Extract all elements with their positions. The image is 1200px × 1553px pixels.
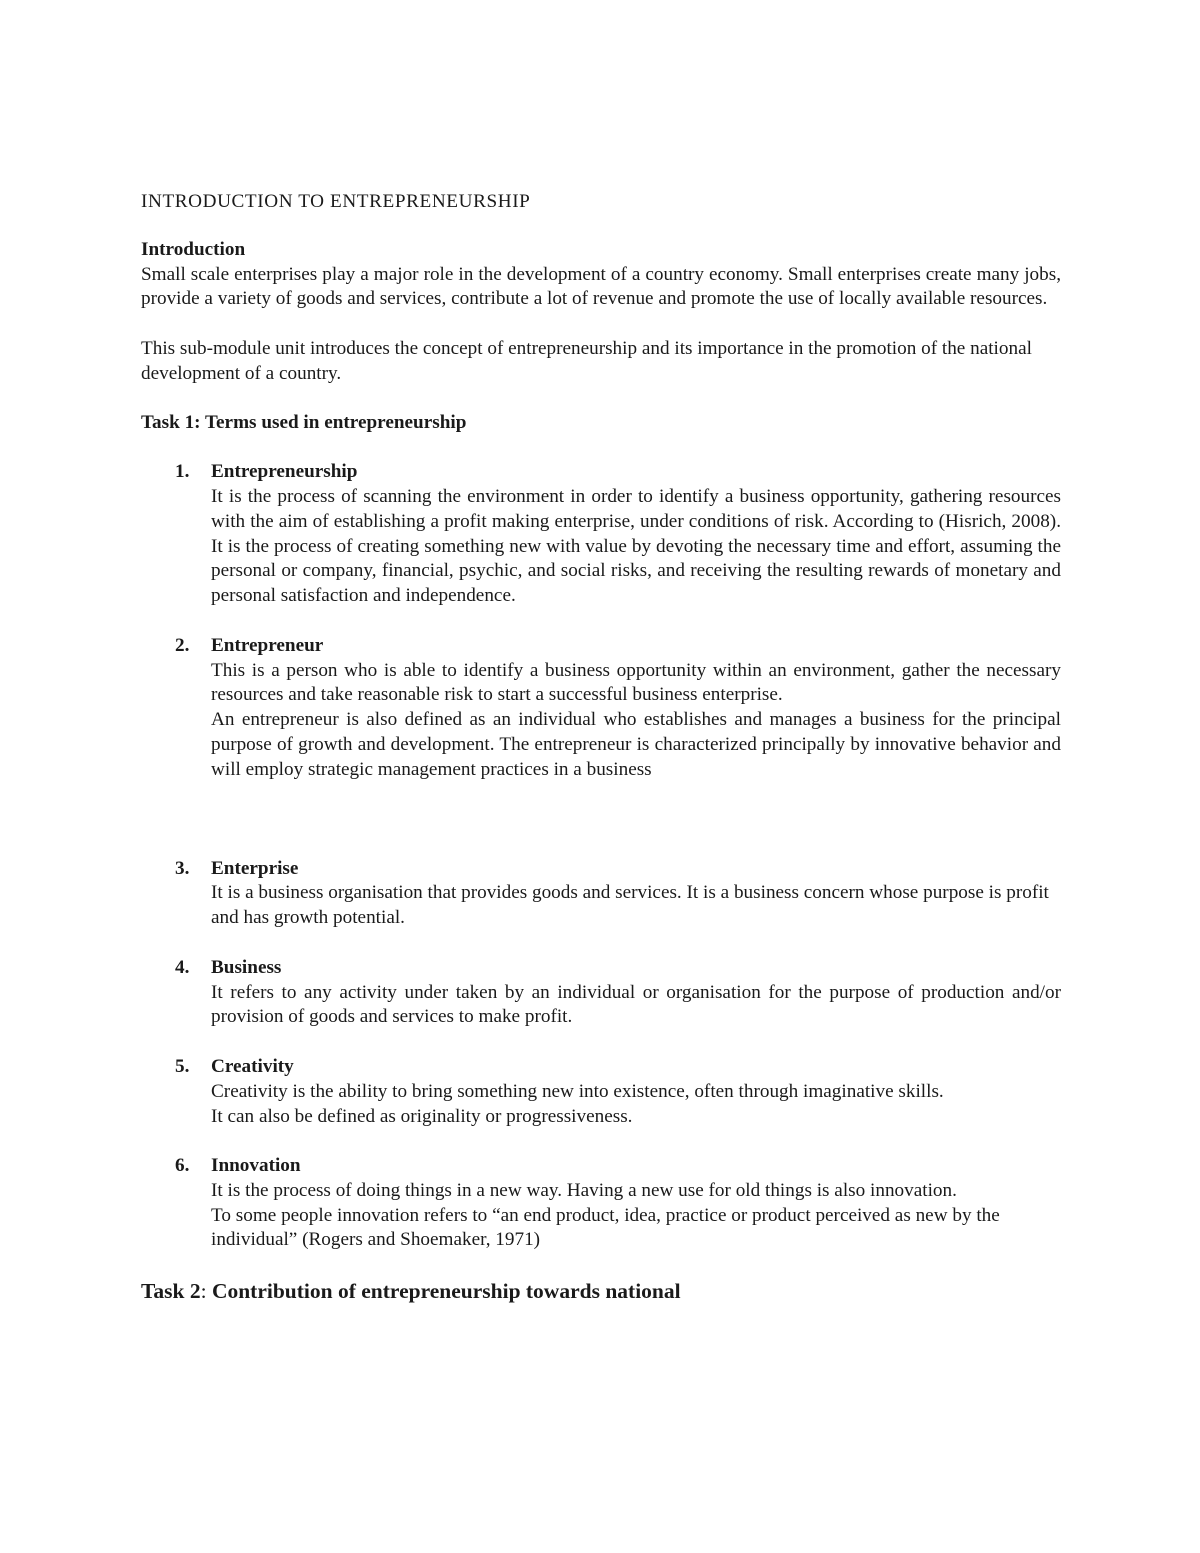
term-business — [141, 956, 1061, 1030]
task-2-text: Contribution of entrepreneurship towards national — [206, 1279, 681, 1304]
term-title: Entrepreneurship — [211, 461, 358, 483]
introduction-paragraph-2: This sub-module unit introduces the concept of entrepreneurship and its importance in the promotion of the national development of a country. — [141, 337, 1032, 384]
term-heading — [175, 634, 1061, 659]
term-heading — [175, 460, 1061, 485]
term-number: 3. — [175, 857, 190, 879]
term-entrepreneur — [141, 634, 1061, 783]
task-2-label: Task 2 — [141, 1279, 201, 1304]
term-definition: To some people innovation refers to “an end product, idea, practice or product perceived as new by the individual” (Rogers and Shoemaker, 1971) — [211, 1204, 1000, 1251]
term-definition: It is the process of doing things in a new way. Having a new use for old things is also innovation. — [211, 1179, 957, 1201]
document-title: INTRODUCTION TO ENTREPRENEURSHIP — [141, 191, 531, 212]
term-number: 4. — [175, 956, 190, 978]
term-heading — [175, 956, 1061, 981]
term-heading — [175, 1154, 1061, 1179]
task-2-heading — [141, 1277, 1061, 1305]
term-title: Enterprise — [211, 857, 299, 879]
term-definition: It can also be defined as originality or progressiveness. — [211, 1105, 633, 1127]
term-title: Entrepreneur — [211, 634, 324, 656]
term-definition: This is a person who is able to identify a business opportunity within an environment, gather the necessary resources and take reasonable risk to start a successful business enterprise. — [211, 659, 1061, 706]
term-definition: It is the process of scanning the environment in order to identify a business opportunity, gathering resources with the aim of establishing a profit making enterprise, under conditions of risk. According to (Hisrich, 2008). It is the process of creating something new with value by devoting the necessary time and effort, assuming the personal or company, financial, psychic, and social risks, and receiving the resulting rewards of monetary and personal satisfaction and independence. — [211, 485, 1061, 607]
introduction-paragraph-1: Small scale enterprises play a major role in the development of a country economy. Small enterprises create many jobs, provide a variety of goods and services, contribute a lot of revenue and promote the use of locally available resources. — [141, 263, 1061, 310]
term-number: 1. — [175, 461, 190, 483]
term-enterprise — [141, 857, 1061, 931]
term-heading — [175, 857, 1061, 882]
term-title: Creativity — [211, 1055, 294, 1077]
term-definition: An entrepreneur is also defined as an individual who establishes and manages a business for the principal purpose of growth and development. The entrepreneur is characterized principally by innovative behavior and will employ strategic management practices in a business — [211, 709, 1061, 780]
term-entrepreneurship — [141, 460, 1061, 609]
term-title: Business — [211, 956, 282, 978]
task-1-heading: Task 1: Terms used in entrepreneurship — [141, 412, 467, 434]
term-definition: It refers to any activity under taken by an individual or organisation for the purpose of production and/or provision of goods and services to make profit. — [211, 981, 1061, 1028]
document-content — [141, 190, 1061, 1305]
term-number: 6. — [175, 1155, 190, 1177]
task-2-colon: : — [200, 1279, 207, 1304]
term-innovation — [141, 1154, 1061, 1253]
term-title: Innovation — [211, 1155, 301, 1177]
term-creativity — [141, 1055, 1061, 1129]
term-number: 5. — [175, 1055, 190, 1077]
term-heading — [175, 1055, 1061, 1080]
term-definition: Creativity is the ability to bring something new into existence, often through imaginative skills. — [211, 1080, 944, 1102]
introduction-heading: Introduction — [141, 238, 246, 260]
term-definition: It is a business organisation that provides goods and services. It is a business concern whose purpose is profit and has growth potential. — [211, 882, 1049, 929]
term-number: 2. — [175, 634, 190, 656]
